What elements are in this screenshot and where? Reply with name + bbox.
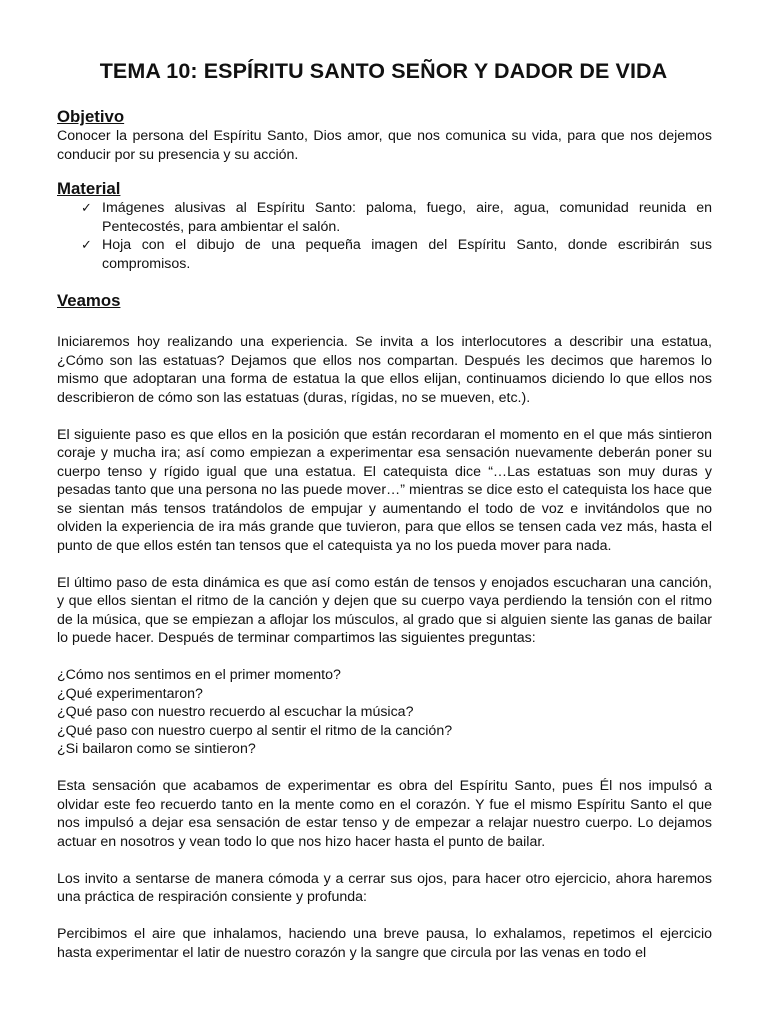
closing-paragraph: Percibimos el aire que inhalamos, haciendo una breve pausa, lo exhalamos, repetimos el ejercicio hasta experimentar el latir de nuestro corazón y la sangre que circula por las venas en todo el — [57, 926, 712, 961]
veamos-paragraph: El último paso de esta dinámica es que así como están de tensos y enojados escucharan una canción, y que ellos sientan el ritmo de la canción y dejen que su cuerpo vaya perdiendo la tensión con el ritmo de la música, que se empiezan a aflojar los músculos, al grado que si alguien siente las ganas de bailar lo puede hacer. Después de terminar compartimos las siguientes preguntas: — [57, 574, 712, 646]
document-title: TEMA 10: ESPÍRITU SANTO SEÑOR Y DADOR DE VIDA — [99, 59, 668, 83]
veamos-paragraph: Iniciaremos hoy realizando una experiencia. Se invita a los interlocutores a describir una estatua, ¿Cómo son las estatuas? Dejamos que ellos nos compartan. Después les decimos que haremos lo mismo que adoptaran una forma de estatua la que ellos elijan, continuamos diciendo lo que ellos nos describieron de cómo son las estatuas (duras, rígidas, no se mueven, etc.). — [57, 334, 712, 406]
closing-paragraph: Esta sensación que acabamos de experimentar es obra del Espíritu Santo, pues Él nos impulsó a olvidar este feo recuerdo tanto en la mente como en el corazón. Y fue el mismo Espíritu Santo el que nos impulsó a dejar esa sensación de estar tenso y de empezar a relajar nuestro cuerpo. Lo dejamos actuar en nosotros y vean todo lo que nos hizo hacer hasta el punto de bailar. — [57, 778, 712, 850]
objetivo-heading: Objetivo — [57, 107, 125, 126]
question-list — [57, 666, 712, 759]
question-item: ¿Qué paso con nuestro recuerdo al escuchar la música? — [57, 704, 414, 720]
material-item-text: Hoja con el dibujo de una pequeña imagen del Espíritu Santo, donde escribirán sus compromisos. — [102, 237, 712, 272]
checkmark-icon: ✓ — [81, 237, 92, 252]
checkmark-icon: ✓ — [81, 200, 92, 215]
question-item: ¿Qué experimentaron? — [57, 685, 203, 702]
material-list-item — [81, 236, 712, 273]
closing-paragraph: Los invito a sentarse de manera cómoda y a cerrar sus ojos, para hacer otro ejercicio, ahora haremos una práctica de respiración consiente y profunda: — [57, 870, 712, 905]
material-list — [81, 199, 712, 273]
question-item: ¿Qué paso con nuestro cuerpo al sentir el ritmo de la canción? — [57, 722, 453, 739]
question-item: ¿Cómo nos sentimos en el primer momento? — [57, 667, 341, 683]
material-list-item — [81, 199, 712, 236]
material-heading: Material — [57, 179, 121, 198]
material-item-text: Imágenes alusivas al Espíritu Santo: paloma, fuego, aire, agua, comunidad reunida en Pentecostés, para ambientar el salón. — [102, 200, 712, 235]
question-item: ¿Si bailaron como se sintieron? — [57, 741, 256, 757]
veamos-paragraph: El siguiente paso es que ellos en la posición que están recordaran el momento en el que más sintieron coraje y mucha ira; así como empiezan a experimentar esa sensación nuevamente deberán poner su cuerpo tenso y rígido igual que una estatua. El catequista dice “…Las estatuas son muy duras y pesadas tanto que una persona no las puede mover…” mientras se dice esto el catequista los hace que se sientan más tensos tratándolos de empujar y aumentando el todo de voz e invitándolos que no olviden la experiencia de ira más grande que tuvieron, para que ellos se tensen cada vez más, hasta el punto de que ellos estén tan tensos que el catequista ya no los pueda mover para nada. — [57, 426, 712, 554]
document-page — [57, 56, 712, 962]
objetivo-text: Conocer la persona del Espíritu Santo, Dios amor, que nos comunica su vida, para que nos dejemos conducir por su presencia y su acción. — [57, 128, 712, 163]
veamos-heading: Veamos — [57, 291, 121, 310]
